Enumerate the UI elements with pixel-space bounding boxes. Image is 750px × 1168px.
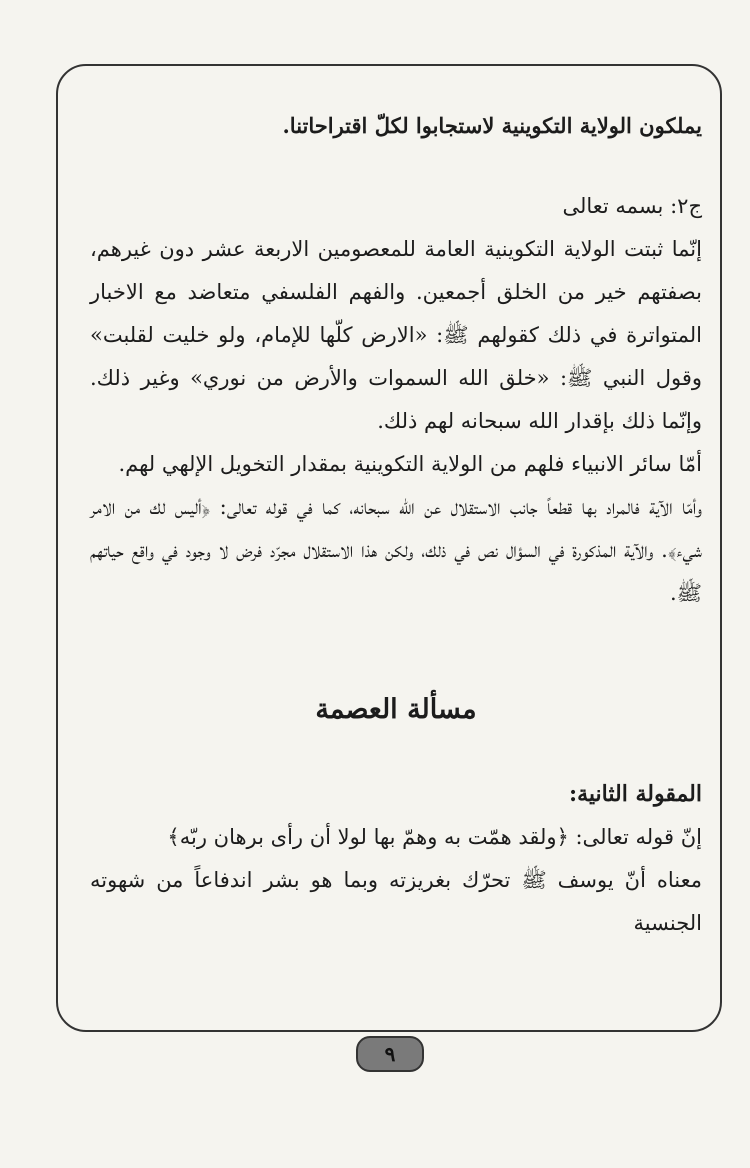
paragraph-opening: يملكون الولاية التكوينية لاستجابوا لكلّ اقتراحاتنا. — [282, 113, 702, 138]
paragraph-verse: وأمّا الآية فالمراد بها قطعاً جانب الاستقلال عن الله سبحانه، كما في قوله تعالى: ﴿أليس لك من الامر شيء﴾. والآية المذكورة في السؤال نص في ذلك، ولكن هذا الاستقلال مجرّد فرض لا وجود في واقع حياتهم ﷺ. — [90, 495, 702, 605]
subheading: المقولة الثانية: — [568, 781, 702, 807]
paragraph-wilayah: إنّما ثبتت الولاية التكوينية العامة للمعصومين الاربعة عشر دون غيرهم، بصفتهم خير من الخلق أجمعين. والفهم الفلسفي متعاضد مع الاخبار المتواترة في ذلك كقولهم ﷺ: «الارض كلّها للإمام، ولو خليت لقلبت» وقول النبي ﷺ: «خلق الله السموات والأرض من نوري» وغير ذلك. وإنّما ذلك بإقدار الله سبحانه لهم ذلك. — [90, 237, 702, 433]
page-number-badge: ٩ — [356, 1036, 424, 1072]
paragraph-prophets: أمّا سائر الانبياء فلهم من الولاية التكوينية بمقدار التخويل الإلهي لهم. — [118, 452, 702, 476]
section-heading: مسألة العصمة — [315, 694, 477, 725]
page-body — [90, 104, 702, 945]
answer-label: ج٢: بسمه تعالى — [562, 194, 702, 218]
last-line: معناه أنّ يوسف ﷺ تحرّك بغريزته وبما هو بشر اندفاعاً من شهوته الجنسية — [90, 868, 702, 935]
quote-line: إنّ قوله تعالى: ﴿ولقد همّت به وهمّ بها لولا أن رأى برهان ربّه﴾ — [167, 825, 702, 849]
